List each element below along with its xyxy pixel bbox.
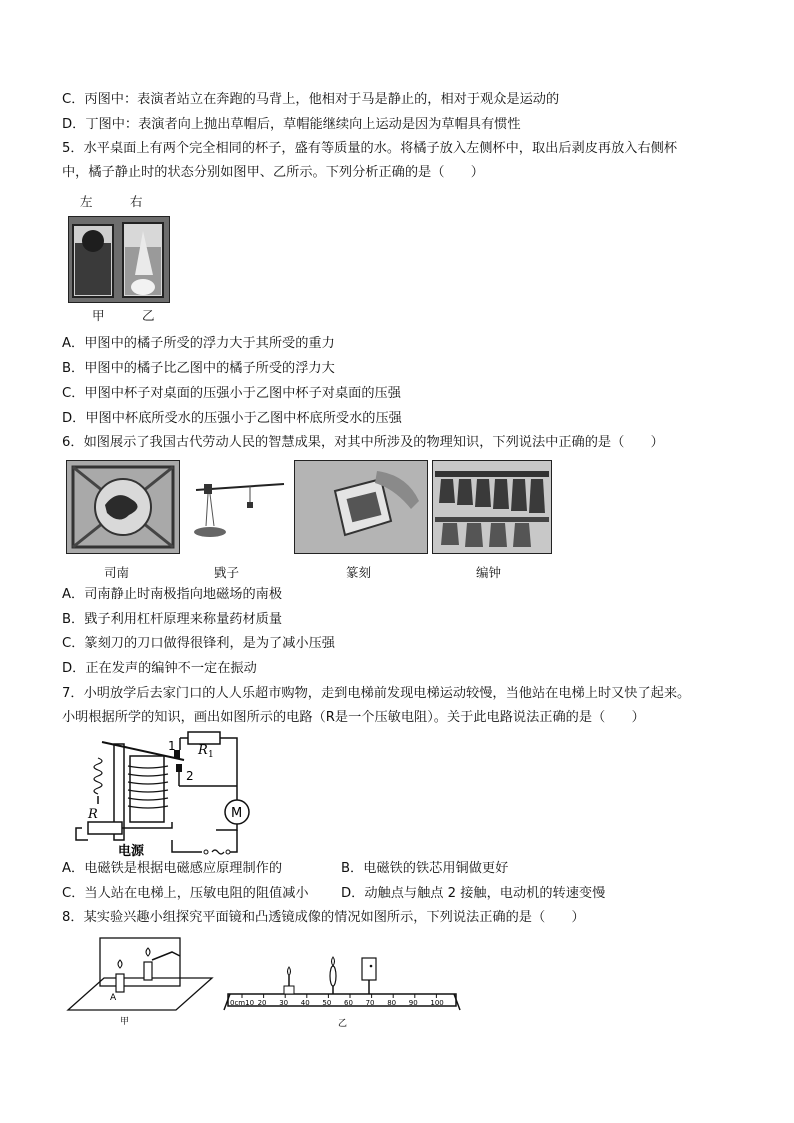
q6-option-c: C．篆刻刀的刀口做得很锋利，是为了减小压强 <box>62 636 335 651</box>
q8-label-jia: 甲 <box>120 1017 130 1027</box>
q7-option-c: C．当人站在电梯上，压敏电阻的阻值减小 <box>62 886 309 901</box>
bench-tick-label: 40 <box>300 999 310 1007</box>
q7-stem-line1: 7．小明放学后去家门口的人人乐超市购物，走到电梯前发现电梯运动较慢，当他站在电梯上时又快了起来。 <box>62 686 691 701</box>
q6-stem: 6．如图展示了我国古代劳动人民的智慧成果，对其中所涉及的物理知识，下列说法中正确的是（ ） <box>62 435 664 450</box>
r1-subscript: 1 <box>208 750 214 760</box>
q5-option-d: D．甲图中杯底所受水的压强小于乙图中杯底所受水的压强 <box>62 411 402 426</box>
q5-label-left: 左 <box>80 194 93 209</box>
q4-option-c: C．丙图中：表演者站立在奔跑的马背上，他相对于马是静止的，相对于观众是运动的 <box>62 92 560 107</box>
q7-option-d: D．动触点与触点 2 接触，电动机的转速变慢 <box>341 886 606 901</box>
power-source-label: 电源 <box>118 844 145 858</box>
r1-label: R <box>198 743 208 758</box>
q8-label-yi: 乙 <box>338 1019 348 1029</box>
bench-tick-label: 80 <box>387 999 397 1007</box>
q6-caption-dengzi: 戥子 <box>214 565 240 580</box>
q7-stem-line2: 小明根据所学的知识，画出如图所示的电路（R是一个压敏电阻）。关于此电路说法正确的是（ ） <box>62 710 645 725</box>
contact-2-label: 2 <box>186 769 194 783</box>
q5-label-jia: 甲 <box>92 308 105 323</box>
q6-option-b: B．戥子利用杠杆原理来称量药材质量 <box>62 612 283 627</box>
q5-option-b: B．甲图中的橘子比乙图中的橘子所受的浮力大 <box>62 361 335 376</box>
pressure-resistor <box>88 822 122 834</box>
q4-option-d: D．丁图中：表演者向上抛出草帽后，草帽能继续向上运动是因为草帽具有惯性 <box>62 117 521 132</box>
q6-caption-bianzhong: 编钟 <box>476 565 502 580</box>
q5-stem-line2: 中，橘子静止时的状态分别如图甲、乙所示。下列分析正确的是（ ） <box>62 165 484 180</box>
contact-1-label: 1 <box>168 739 176 753</box>
q7-option-a: A．电磁铁是根据电磁感应原理制作的 <box>62 861 283 876</box>
sinan-photo <box>66 460 180 554</box>
q5-stem-line1: 5．水平桌面上有两个完全相同的杯子，盛有等质量的水。将橘子放入左侧杯中，取出后剥皮再放入右侧杯 <box>62 141 678 156</box>
bench-tick-label: 60 <box>344 999 353 1007</box>
q7-circuit-figure <box>62 730 272 858</box>
q8-stem: 8．某实验兴趣小组探究平面镜和凸透镜成像的情况如图所示，下列说法正确的是（ ） <box>62 910 585 925</box>
q8-diagrams <box>64 934 464 1030</box>
q5-figure <box>66 190 176 330</box>
bench-tick-label: 20 <box>257 999 267 1007</box>
q6-option-a: A．司南静止时南极指向地磁场的南极 <box>62 587 283 602</box>
bench-tick-label: 100 <box>430 999 444 1007</box>
q5-label-right: 右 <box>130 194 143 209</box>
bench-tick-label: 70 <box>365 999 375 1007</box>
bench-tick-label: 90 <box>408 999 418 1007</box>
circuit-diagram <box>62 730 272 858</box>
bianzhong-photo <box>432 460 552 554</box>
q6-figure <box>64 458 554 583</box>
q8-figure <box>64 934 464 1030</box>
bench-tick-label: 30 <box>279 999 289 1007</box>
q5-label-yi: 乙 <box>142 308 155 323</box>
q6-option-d: D．正在发声的编钟不一定在振动 <box>62 661 257 676</box>
zhuanke-photo <box>294 460 428 554</box>
candle-a-label: A <box>110 993 117 1003</box>
dengzi-photo <box>184 460 288 552</box>
q6-caption-sinan: 司南 <box>104 565 130 580</box>
q7-option-b: B．电磁铁的铁芯用铜做更好 <box>341 861 509 876</box>
q5-cups-photo <box>68 216 170 303</box>
r-label: R <box>88 807 98 822</box>
q5-option-c: C．甲图中杯子对桌面的压强小于乙图中杯子对桌面的压强 <box>62 386 401 401</box>
motor-label: M <box>231 806 243 821</box>
bench-tick-label: 50 <box>322 999 332 1007</box>
bench-tick-label: 0cm10 <box>230 999 255 1007</box>
q5-option-a: A．甲图中的橘子所受的浮力大于其所受的重力 <box>62 336 335 351</box>
q6-caption-zhuanke: 篆刻 <box>346 565 372 580</box>
